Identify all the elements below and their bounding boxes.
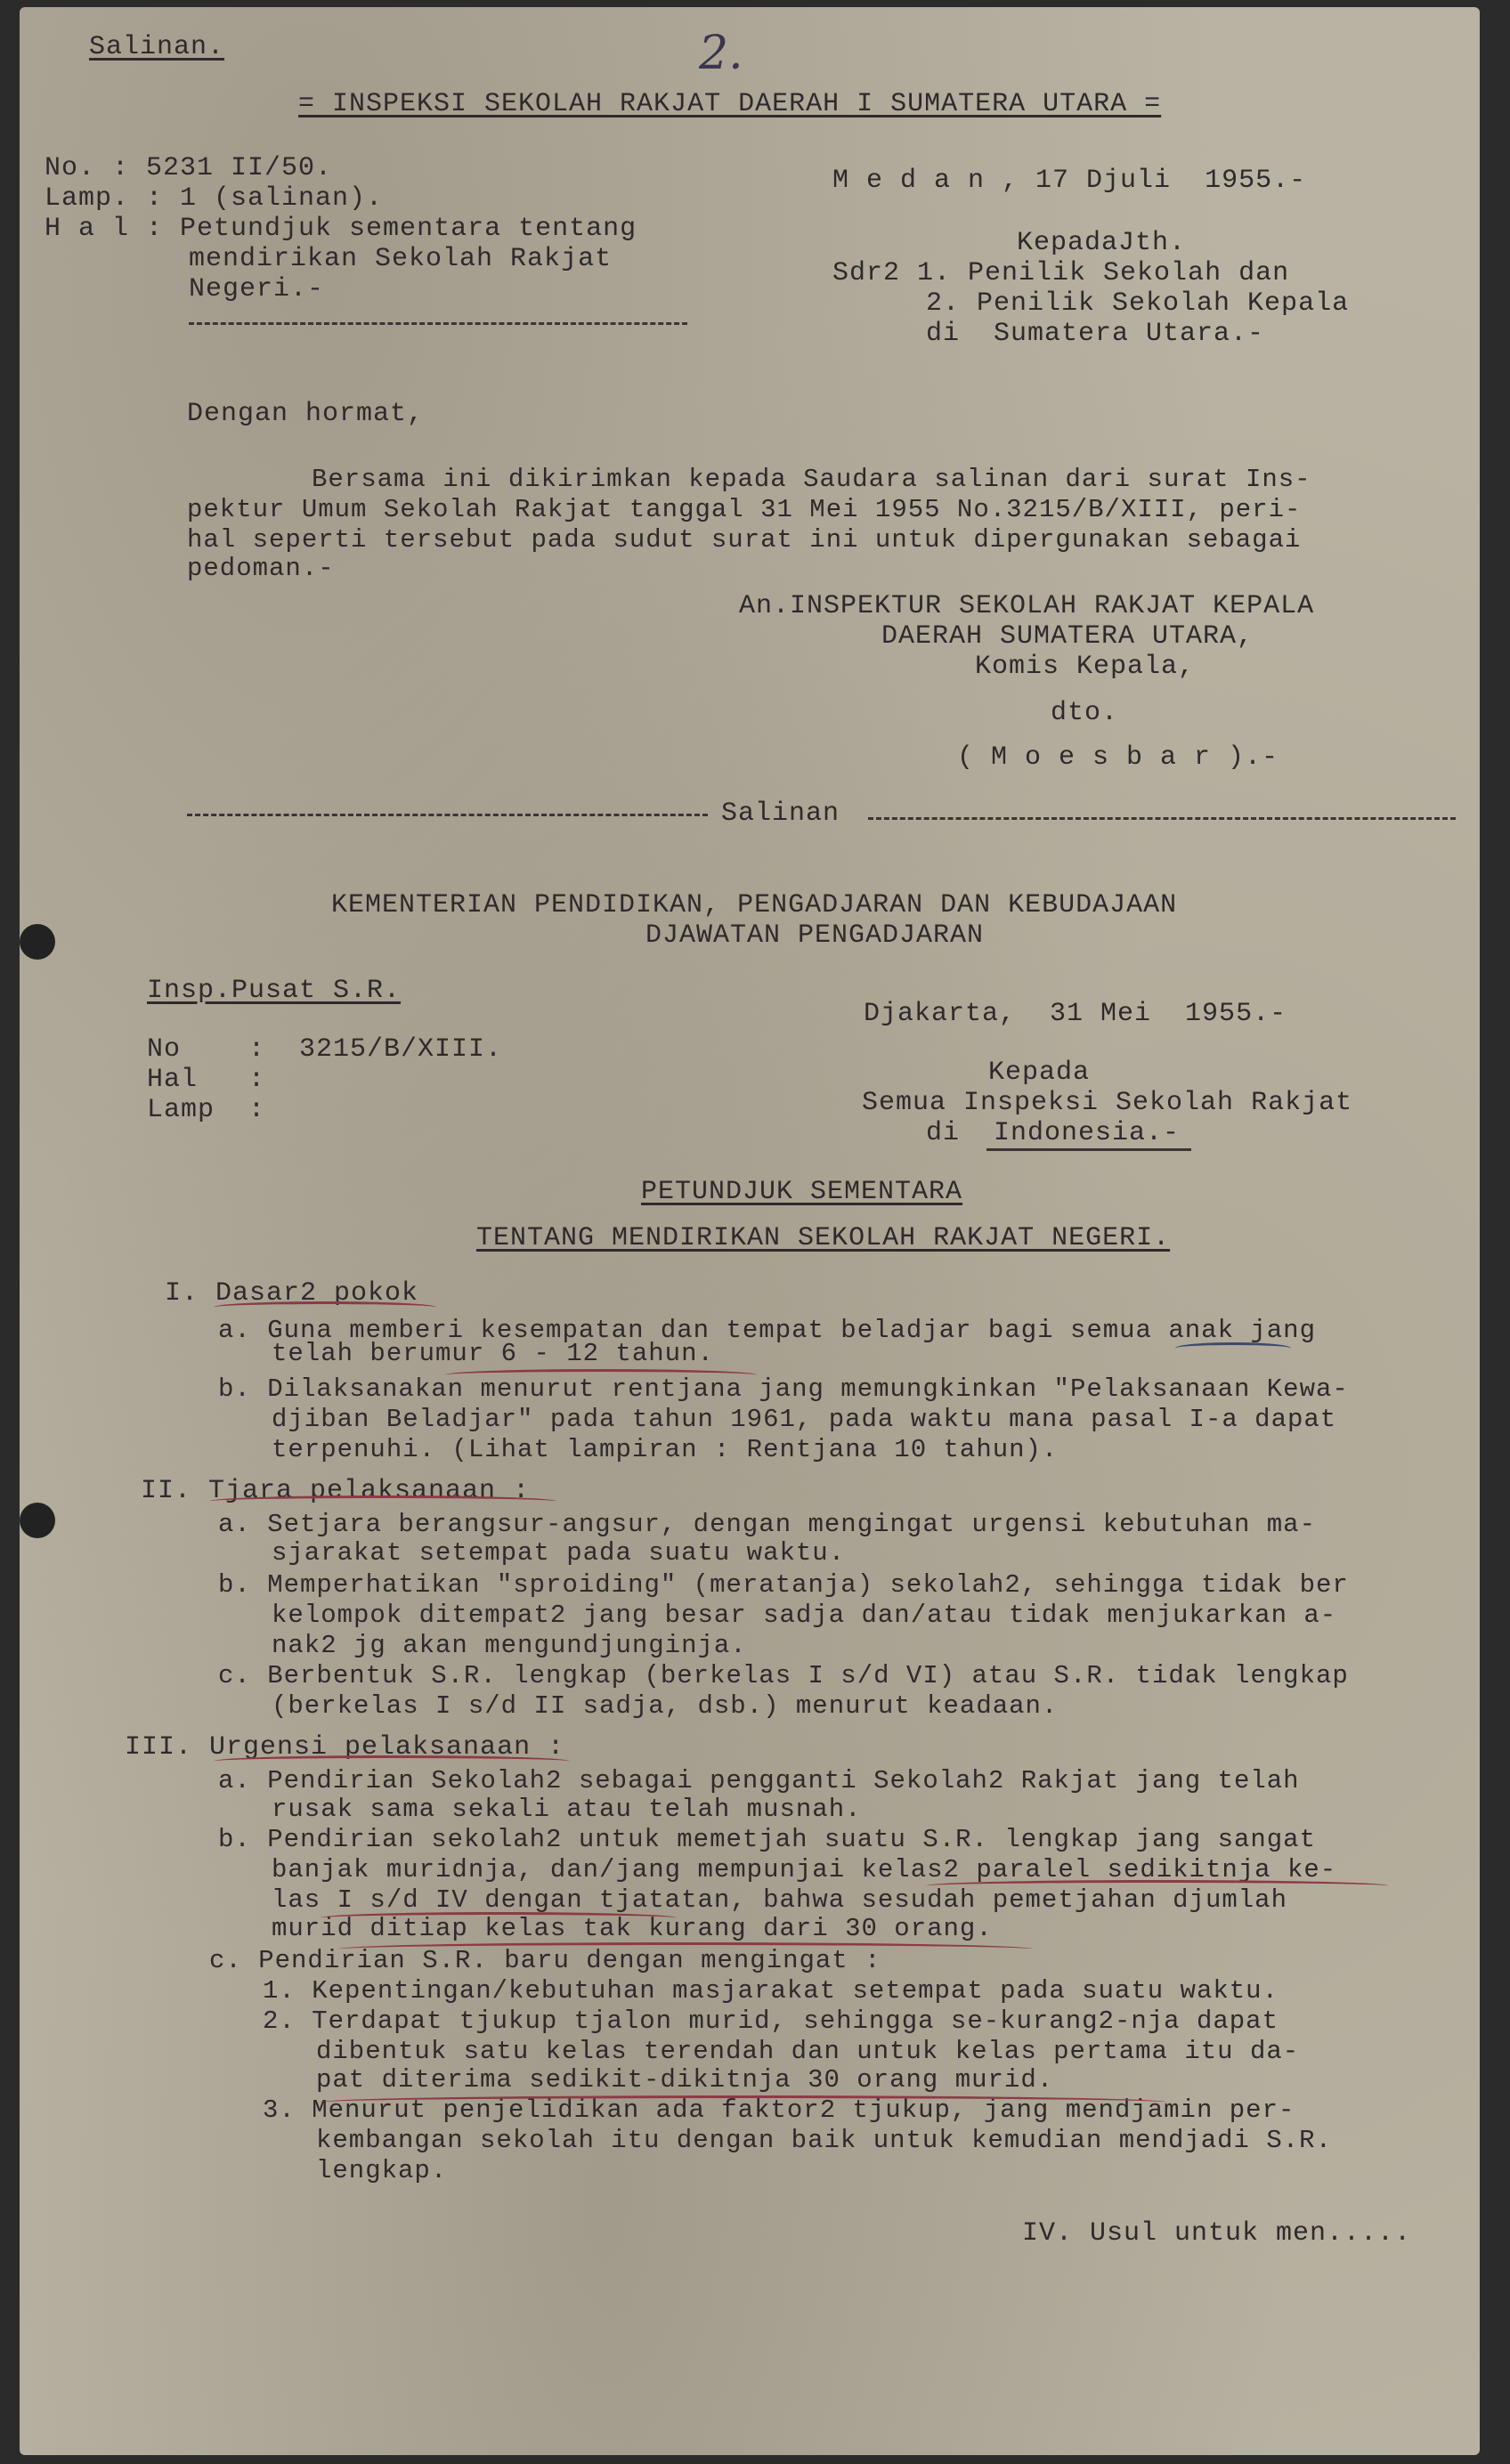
punch-hole-bottom: [20, 1503, 55, 1538]
letter1-body-2: pektur Umum Sekolah Rakjat tanggal 31 Mei 1955 No.3215/B/XIII, peri-: [187, 495, 1302, 524]
letter1-to-3: 2. Penilik Sekolah Kepala: [926, 288, 1350, 319]
letter2-no: No : 3215/B/XIII.: [147, 1034, 503, 1065]
letter1-body-1: Bersama ini dikirimkan kepada Saudara salinan dari surat Ins-: [312, 465, 1311, 494]
section-2-b-1: b. Memperhatikan "sproiding" (meratanja) sekolah2, sehingga tidak ber: [218, 1570, 1349, 1600]
section-3-c-3c: lengkap.: [316, 2156, 448, 2185]
section-1-heading: I. Dasar2 pokok: [165, 1278, 419, 1309]
letter2-hal: Hal :: [147, 1065, 266, 1095]
office-label: Insp.Pusat S.R.: [147, 976, 402, 1006]
section-2-c-2: (berkelas I s/d II sadja, dsb.) menurut keadaan.: [272, 1691, 1059, 1721]
section-3-c-2c: pat diterima sedikit-dikitnja 30 orang murid.: [316, 2065, 1054, 2095]
page-mark: 2.: [699, 27, 743, 80]
pen-underline: [214, 1755, 570, 1767]
doc-title-1: PETUNDJUK SEMENTARA: [641, 1177, 963, 1207]
section-3-c-2b: dibentuk satu kelas terendah dan untuk kelas pertama itu da-: [316, 2037, 1300, 2066]
section-2-b-3: nak2 jg akan mengundjunginja.: [272, 1631, 747, 1660]
pen-underline: [1175, 1342, 1291, 1354]
letter1-lamp: Lamp. : 1 (salinan).: [45, 183, 384, 214]
letter1-sign-3: Komis Kepala,: [975, 652, 1196, 682]
pen-underline: [209, 1495, 556, 1507]
section-3-c-1: 1. Kepentingan/kebutuhan masjarakat setempat pada suatu waktu.: [263, 1976, 1279, 2006]
pen-underline: [321, 1912, 677, 1924]
section-1-a-2: telah berumur 6 - 12 tahun.: [272, 1339, 714, 1368]
section-3-c-3a: 3. Menurut penjelidikan ada faktor2 tjukup, jang mendjamin per-: [263, 2095, 1295, 2125]
pen-underline: [445, 1369, 757, 1381]
letter1-place-date: M e d a n , 17 Djuli 1955.-: [832, 166, 1307, 196]
section-3-b-3: las I s/d IV dengan tjatatan, bahwa sesudah pemetjahan djumlah: [272, 1885, 1287, 1915]
section-1-b-3: terpenuhi. (Lihat lampiran : Rentjana 10 tahun).: [272, 1435, 1059, 1464]
separator-rule-right: [868, 817, 1456, 820]
ministry-line-1: KEMENTERIAN PENDIDIKAN, PENGADJARAN DAN KEBUDAJAAN: [331, 890, 1178, 920]
letter1-no: No. : 5231 II/50.: [45, 153, 333, 183]
letter2-to-1: Kepada: [988, 1058, 1091, 1088]
letter2-to-3: di Indonesia.-: [926, 1118, 1181, 1148]
section-3-b-4: murid ditiap kelas tak kurang dari 30 orang.: [272, 1914, 993, 1943]
letter1-sign-1: An.INSPEKTUR SEKOLAH RAKJAT KEPALA: [739, 591, 1315, 621]
separator-label: Salinan: [721, 798, 840, 829]
section-3-a-2: rusak sama sekali atau telah musnah.: [272, 1795, 862, 1824]
pen-underline: [926, 1880, 1389, 1892]
section-2-a-1: a. Setjara berangsur-angsur, dengan mengingat urgensi kebutuhan ma-: [218, 1510, 1316, 1539]
section-2-c-1: c. Berbentuk S.R. lengkap (berkelas I s/d VI) atau S.R. tidak lengkap: [218, 1661, 1349, 1690]
section-2-a-2: sjarakat setempat pada suatu waktu.: [272, 1538, 846, 1568]
copy-note: Salinan.: [89, 32, 225, 62]
letter1-sign-4: dto.: [1051, 698, 1119, 728]
section-2-b-2: kelompok ditempat2 jang besar sadja dan/atau tidak menjukarkan a-: [272, 1601, 1337, 1630]
section-3-b-2: banjak muridnja, dan/jang mempunjai kelas2 paralel sedikitnja ke-: [272, 1855, 1337, 1884]
letter1-sign-5: ( M o e s b a r ).-: [957, 742, 1279, 773]
letter1-to-2: Sdr2 1. Penilik Sekolah dan: [832, 258, 1290, 288]
pen-underline: [338, 1942, 1033, 1956]
letter1-sign-2: DAERAH SUMATERA UTARA,: [881, 621, 1254, 652]
letter2-lamp: Lamp :: [147, 1095, 266, 1125]
section-1-a-1: a. Guna memberi kesempatan dan tempat beladjar bagi semua anak jang: [218, 1316, 1316, 1345]
to-underline: [986, 1148, 1191, 1151]
section-3-c-3b: kembangan sekolah itu dengan baik untuk kemudian mendjadi S.R.: [316, 2126, 1332, 2155]
section-3-c-2a: 2. Terdapat tjukup tjalon murid, sehingga se-kurang2-nja dapat: [263, 2006, 1279, 2036]
ministry-line-2: DJAWATAN PENGADJARAN: [645, 920, 985, 951]
continued-marker: IV. Usul untuk men.....: [1022, 2218, 1412, 2249]
letter1-hal-3: Negeri.-: [189, 274, 325, 304]
section-1-b-1: b. Dilaksanakan menurut rentjana jang memungkinkan "Pelaksanaan Kewa-: [218, 1374, 1349, 1404]
letter1-body-4: pedoman.-: [187, 554, 335, 583]
punch-hole-top: [20, 924, 55, 960]
doc-title-2: TENTANG MENDIRIKAN SEKOLAH RAKJAT NEGERI.: [476, 1223, 1171, 1253]
letter1-body-3: hal seperti tersebut pada sudut surat ini untuk dipergunakan sebagai: [187, 525, 1302, 555]
section-3-c-heading: c. Pendirian S.R. baru dengan mengingat :: [209, 1946, 881, 1975]
section-3-a-1: a. Pendirian Sekolah2 sebagai pengganti Sekolah2 Rakjat jang telah: [218, 1766, 1300, 1795]
section-3-b-1: b. Pendirian sekolah2 untuk memetjah suatu S.R. lengkap jang sangat: [218, 1825, 1316, 1854]
letter2-place-date: Djakarta, 31 Mei 1955.-: [864, 999, 1287, 1029]
pen-underline: [214, 1301, 436, 1313]
section-1-b-2: djiban Beladjar" pada tahun 1961, pada waktu mana pasal I-a dapat: [272, 1405, 1337, 1434]
letter1-to-4: di Sumatera Utara.-: [926, 319, 1265, 349]
separator-rule-left: [187, 814, 708, 816]
letter2-to-2: Semua Inspeksi Sekolah Rakjat: [862, 1088, 1353, 1118]
letter1-greeting: Dengan hormat,: [187, 399, 425, 429]
section-2-heading: II. Tjara pelaksanaan :: [141, 1476, 531, 1506]
letter1-hal-rule: [189, 322, 687, 325]
letter1-heading: = INSPEKSI SEKOLAH RAKJAT DAERAH I SUMATERA UTARA =: [298, 89, 1162, 119]
letter1-hal-1: H a l : Petundjuk sementara tentang: [45, 214, 637, 244]
letter1-to-1: KepadaJth.: [1017, 228, 1187, 258]
section-3-heading: III. Urgensi pelaksanaan :: [125, 1732, 565, 1763]
letter1-hal-2: mendirikan Sekolah Rakjat: [189, 244, 613, 274]
pen-underline: [321, 2095, 1166, 2109]
